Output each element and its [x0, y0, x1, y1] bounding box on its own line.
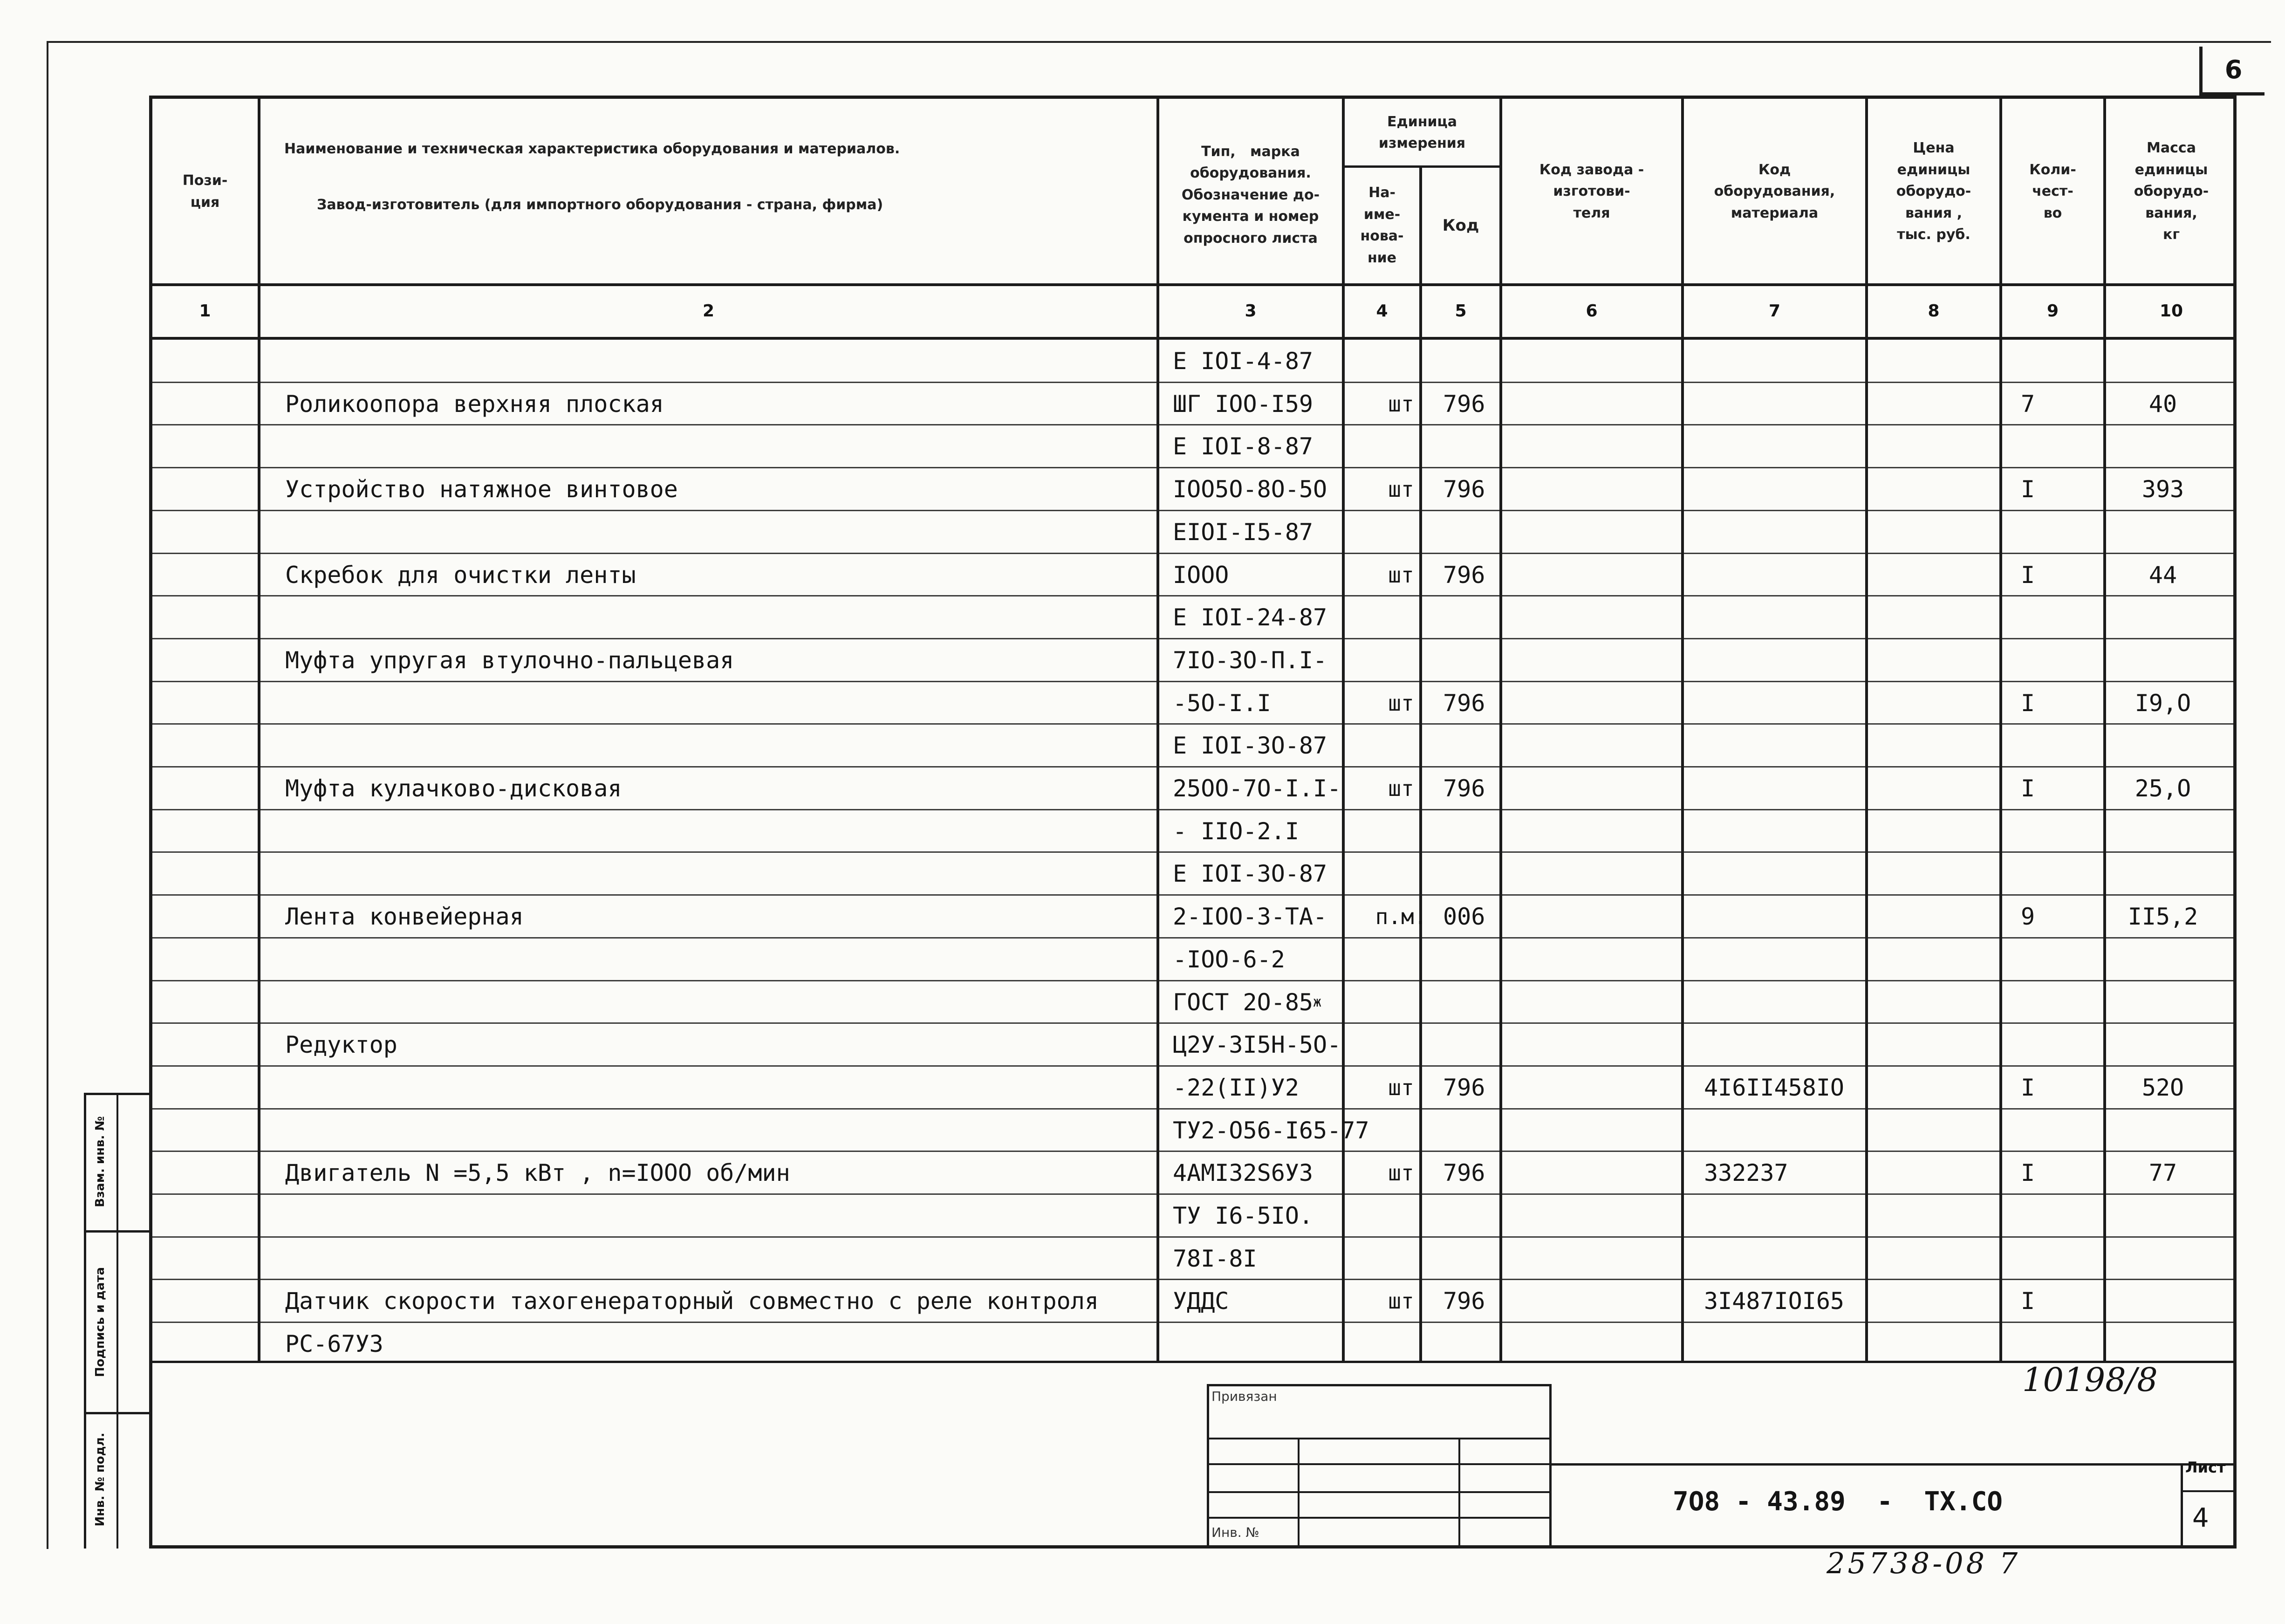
colnum-10: 10: [2159, 302, 2183, 321]
item-name: Роликоопора верхняя плоская: [285, 390, 664, 418]
table-row: [152, 340, 2237, 383]
item-name: Муфта кулачково-дисковая: [285, 775, 622, 802]
header-plant-code: Код завода - изготови- теля: [1539, 161, 1644, 221]
stamp-inner-v1: [1298, 1438, 1300, 1549]
row-separator: [152, 766, 2237, 767]
item-unit-code: 796: [1443, 1288, 1485, 1315]
item-unit: [1364, 1237, 1438, 1280]
row-separator: [152, 1108, 2237, 1110]
item-name: Датчик скорости тахогенераторный совместно с реле контроля: [285, 1288, 1099, 1315]
item-doc-superscript: ж: [1313, 994, 1322, 1010]
row-separator: [152, 1022, 2237, 1024]
row-separator: [152, 1193, 2237, 1195]
header-unit-group: Единица измерения: [1378, 113, 1466, 151]
item-quantity: [1998, 1023, 2058, 1066]
item-name: РС-67У3: [285, 1330, 383, 1358]
document-number: 7О8 - 43.89 - ТХ.СО: [1673, 1487, 2003, 1517]
item-mass: [2102, 425, 2223, 468]
item-mass: [2102, 1322, 2223, 1365]
item-mass: [2102, 724, 2223, 767]
item-quantity: I: [2020, 775, 2035, 802]
item-unit: [1364, 639, 1438, 682]
item-quantity: [1998, 724, 2058, 767]
table-row: [152, 1237, 2237, 1280]
item-mass: [2102, 852, 2223, 895]
item-quantity: [1998, 511, 2058, 554]
item-quantity: [1998, 852, 2058, 895]
row-separator: [152, 424, 2237, 425]
item-mass: 40: [2148, 390, 2177, 418]
row-separator: [152, 382, 2237, 383]
table-row: [152, 767, 2237, 810]
item-doc: IООО: [1173, 561, 1229, 589]
stamp-line-3: [1207, 1491, 1552, 1493]
item-name: Муфта упругая втулочно-пальцевая: [285, 646, 734, 674]
item-name: Лента конвейерная: [285, 903, 524, 931]
row-separator: [152, 595, 2237, 596]
item-mass: [2102, 596, 2223, 639]
item-doc: -IОО-6-2: [1173, 946, 1285, 973]
item-mass: [2102, 1194, 2223, 1237]
row-separator: [152, 809, 2237, 810]
table-row: [152, 1194, 2237, 1237]
item-mass: II5,2: [2128, 903, 2198, 931]
row-separator: [152, 681, 2237, 682]
item-unit: шт: [1388, 477, 1414, 502]
header-name-line1: Наименование и техническая характеристика оборудования и материалов.: [284, 140, 900, 157]
item-doc: 4АМI32S6У3: [1173, 1159, 1314, 1187]
item-unit: шт: [1388, 1288, 1414, 1314]
item-quantity: [1998, 1194, 2058, 1237]
colnum-5: 5: [1455, 302, 1467, 321]
row-separator: [152, 510, 2237, 511]
colnum-9: 9: [2046, 302, 2059, 321]
item-doc: ТУ I6-5IО.: [1173, 1202, 1314, 1229]
item-doc: IОО5О-8О-5О: [1173, 476, 1327, 503]
side-stamp-podpis: Подпись и дата: [93, 1267, 107, 1377]
stamp-left-line: [1207, 1384, 1209, 1549]
stamp-top-line: [1207, 1384, 1552, 1386]
table-row: [152, 1151, 2237, 1194]
item-quantity: [1998, 810, 2058, 853]
header-unit-code: Код: [1442, 216, 1479, 235]
table-row: [152, 682, 2237, 725]
colnum-3: 3: [1245, 302, 1257, 321]
header-unit-name: На- име- нова- ние: [1360, 185, 1404, 266]
bottom-archive-number: 25738-08 7: [1827, 1546, 2021, 1580]
sheet-cell-left: [2181, 1463, 2183, 1549]
sheet-label: Лист: [2185, 1459, 2226, 1476]
sheet-number: 4: [2192, 1503, 2209, 1533]
item-unit: [1364, 1023, 1438, 1066]
item-mass: 52О: [2141, 1074, 2184, 1101]
row-separator: [152, 851, 2237, 853]
item-unit: [1364, 596, 1438, 639]
colnum-6: 6: [1586, 302, 1598, 321]
row-separator: [152, 1236, 2237, 1238]
item-doc: ТУ2-О56-I65-77: [1173, 1117, 1369, 1144]
item-unit: [1364, 852, 1438, 895]
header-position: Пози- ция: [182, 172, 228, 211]
table-row: [152, 1109, 2237, 1152]
item-doc: [1173, 981, 1321, 1024]
item-name: Устройство натяжное винтовое: [285, 476, 678, 503]
table-row: [152, 1066, 2237, 1109]
item-unit-code: 796: [1443, 689, 1485, 717]
item-quantity: I: [2020, 1159, 2035, 1187]
item-doc: -22(II)У2: [1173, 1074, 1299, 1101]
side-stamp-left-line: [84, 1093, 86, 1549]
item-unit: шт: [1388, 562, 1414, 588]
item-unit: [1364, 724, 1438, 767]
item-quantity: [1998, 340, 2058, 383]
item-quantity: [1998, 938, 2058, 981]
item-equipment-code: 4I6II458IО: [1704, 1074, 1845, 1101]
item-unit: [1364, 1194, 1438, 1237]
item-doc: - IIО-2.I: [1173, 817, 1299, 845]
item-doc-text: ГОСТ 2О-85: [1173, 988, 1314, 1016]
item-doc: УДДС: [1173, 1288, 1229, 1315]
item-unit: шт: [1388, 1160, 1414, 1186]
item-doc: ЕIОI-I5-87: [1173, 518, 1314, 546]
row-separator: [152, 638, 2237, 639]
item-mass: 393: [2141, 476, 2184, 503]
stamp-inner-v2: [1458, 1438, 1460, 1549]
colnum-2: 2: [702, 302, 715, 321]
item-mass: 44: [2148, 561, 2177, 589]
table-row: [152, 639, 2237, 682]
item-quantity: [1998, 596, 2058, 639]
stamp-right-line: [1549, 1384, 1552, 1549]
side-stamp-inv-podl: Инв. № подл.: [93, 1432, 107, 1527]
item-doc: 7IО-3О-П.I-: [1173, 646, 1327, 674]
row-separator: [152, 553, 2237, 554]
item-unit: [1364, 810, 1438, 853]
row-separator: [152, 723, 2237, 725]
item-unit: [1364, 1322, 1438, 1365]
table-row: [152, 852, 2237, 895]
table-row: [152, 724, 2237, 767]
item-quantity: [1998, 425, 2058, 468]
row-separator: [152, 937, 2237, 939]
item-unit: шт: [1388, 690, 1414, 716]
header-quantity: Коли- чест- во: [2029, 161, 2076, 221]
colnum-4: 4: [1376, 302, 1388, 321]
table-row: [152, 425, 2237, 468]
table-row: [152, 1322, 2237, 1365]
side-stamp-mid-line: [116, 1093, 118, 1549]
header-price: Цена единицы оборудо- вания , тыс. руб.: [1896, 140, 1971, 243]
item-mass: [2102, 1237, 2223, 1280]
item-quantity: I: [2020, 1074, 2035, 1101]
table-row: [152, 554, 2237, 596]
item-unit-code: 006: [1443, 903, 1485, 931]
item-name: Редуктор: [285, 1031, 397, 1059]
item-unit: [1364, 340, 1438, 383]
item-quantity: I: [2020, 1288, 2035, 1315]
item-name: Двигатель N =5,5 кВт , n=IООО об/мин: [285, 1159, 790, 1187]
table-row: [152, 810, 2237, 853]
stamp-line-1: [1207, 1438, 1552, 1439]
item-mass: [2102, 1023, 2223, 1066]
item-unit-code: 796: [1443, 390, 1485, 418]
row-separator: [152, 1151, 2237, 1152]
item-doc: 25ОО-7О-I.I-: [1173, 775, 1341, 802]
item-mass: [2102, 340, 2223, 383]
table-row: [152, 511, 2237, 554]
item-quantity: I: [2020, 476, 2035, 503]
item-doc: Е IОI-24-87: [1173, 604, 1327, 631]
item-quantity: I: [2020, 689, 2035, 717]
item-doc: Е IОI-8-87: [1173, 433, 1314, 460]
table-row: [152, 1280, 2237, 1322]
table-row: [152, 468, 2237, 511]
table-row: [152, 383, 2237, 425]
item-quantity: [1998, 1109, 2058, 1152]
item-unit: шт: [1388, 776, 1414, 801]
stamp-inv-no: Инв. №: [1211, 1525, 1259, 1540]
item-doc: 78I-8I: [1173, 1245, 1257, 1272]
colnum-1: 1: [199, 302, 211, 321]
row-separator: [152, 1279, 2237, 1280]
item-unit-code: 796: [1443, 1159, 1485, 1187]
item-quantity: [1998, 981, 2058, 1024]
item-doc: ШГ IОО-I59: [1173, 390, 1314, 418]
header-mass: Масса единицы оборудо- вания, кг: [2134, 140, 2209, 243]
item-mass: [2102, 1280, 2223, 1322]
header-name-line2: Завод-изготовитель (для импортного оборудования - страна, фирма): [317, 196, 883, 213]
row-separator: [152, 467, 2237, 468]
row-separator: [152, 1322, 2237, 1323]
stamp-line-4: [1207, 1517, 1552, 1519]
item-mass: [2102, 511, 2223, 554]
item-unit: п.м.: [1375, 904, 1427, 930]
archive-note: 10198/8: [2022, 1361, 2158, 1399]
title-block-top: [1552, 1463, 2237, 1466]
item-unit: [1364, 425, 1438, 468]
item-mass: [2102, 810, 2223, 853]
item-unit: [1364, 511, 1438, 554]
table-row: [152, 981, 2237, 1024]
row-separator: [152, 1065, 2237, 1067]
table-row: [152, 596, 2237, 639]
item-mass: [2102, 981, 2223, 1024]
item-quantity: [1998, 1237, 2058, 1280]
item-unit: [1364, 938, 1438, 981]
item-mass: 77: [2148, 1159, 2177, 1187]
colnum-8: 8: [1928, 302, 1940, 321]
table-row: [152, 1023, 2237, 1066]
item-doc: -5О-I.I: [1173, 689, 1271, 717]
sheet-cell-divider: [2181, 1490, 2237, 1492]
item-mass: 25,О: [2134, 775, 2191, 802]
item-doc: Е IОI-3О-87: [1173, 732, 1327, 760]
stamp-privyazan: Привязан: [1211, 1389, 1277, 1404]
row-separator: [152, 894, 2237, 896]
item-unit-code: 796: [1443, 1074, 1485, 1101]
side-stamp-vzam: Взам. инв. №: [93, 1116, 107, 1207]
colnum-7: 7: [1768, 302, 1781, 321]
item-unit-code: 796: [1443, 775, 1485, 802]
item-doc: Е IОI-3О-87: [1173, 860, 1327, 888]
item-mass: [2102, 938, 2223, 981]
item-unit-code: 796: [1443, 476, 1485, 503]
item-doc: 2-IОО-3-ТА-: [1173, 903, 1327, 931]
item-unit-code: 796: [1443, 561, 1485, 589]
item-quantity: I: [2020, 561, 2035, 589]
item-equipment-code: 3I487IОI65: [1704, 1288, 1845, 1315]
item-quantity: 9: [2020, 903, 2035, 931]
stamp-line-2: [1207, 1463, 1552, 1465]
table-row: [152, 938, 2237, 981]
item-mass: [2102, 1109, 2223, 1152]
item-quantity: 7: [2020, 390, 2035, 418]
item-unit: шт: [1388, 391, 1414, 417]
item-name: Скребок для очистки ленты: [285, 561, 636, 589]
item-unit: [1364, 981, 1438, 1024]
item-doc: Ц2У-3I5Н-5О-: [1173, 1031, 1341, 1059]
row-separator: [152, 980, 2237, 981]
item-mass: I9,О: [2134, 689, 2191, 717]
item-unit: [1364, 1109, 1438, 1152]
item-quantity: [1998, 639, 2058, 682]
header-type-doc: Тип, марка оборудования. Обозначение до- кумента и номер опросного листа: [1181, 143, 1320, 247]
item-mass: [2102, 639, 2223, 682]
corner-sheet-number: 6: [2199, 47, 2264, 96]
item-unit: шт: [1388, 1075, 1414, 1100]
table-row: [152, 895, 2237, 938]
item-equipment-code: 332237: [1704, 1159, 1788, 1187]
item-quantity: [1998, 1322, 2058, 1365]
header-equipment-code: Код оборудования, материала: [1714, 161, 1835, 221]
item-doc: Е IОI-4-87: [1173, 348, 1314, 375]
